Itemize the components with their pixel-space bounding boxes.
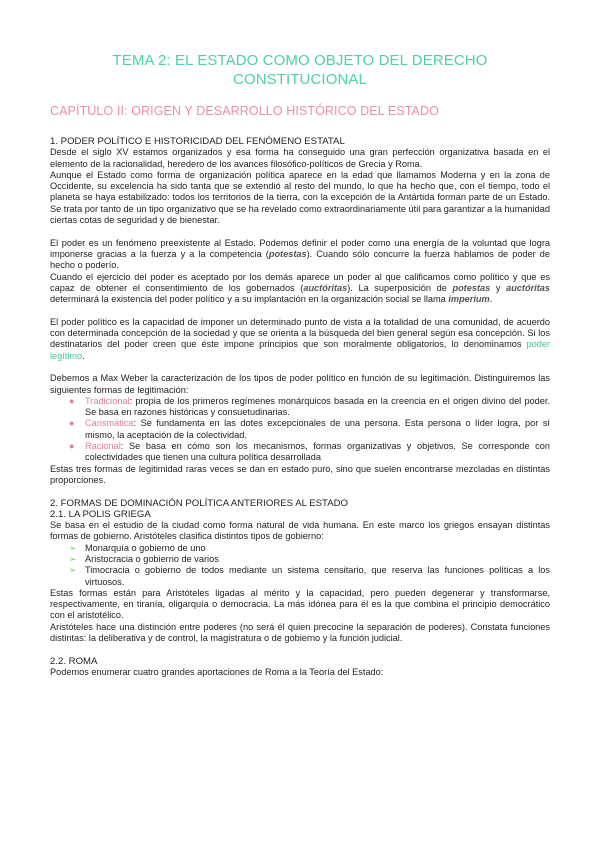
subsection-heading: 2.2. ROMA [50,655,98,667]
term-imperium: imperium [448,294,490,305]
arrow-bullet-icon: ➢ [69,565,77,576]
term-auctoritas: auctóritas [506,282,550,293]
paragraph: Aristóteles hace una distinción entre poderes (no será él quien precocine la separación de poderes). Constata funciones distintas: la deliberativa y de control, la magistratura o de gobierno y la función judicial. [50,621,550,644]
list-item: ➢ Timocracia o gobierno de todos mediante un sistema censitario, que reserva las funciones políticas a los virtuosos. [69,565,550,587]
bullet-dot-icon: ● [69,395,75,406]
subsection-heading: 2.1. LA POLIS GRIEGA [50,508,151,520]
paragraph: El poder político es la capacidad de imponer un determinado punto de vista a la totalidad de una comunidad, de acuerdo con determinada concepción de la sociedad y que se orienta a la búsqueda del bien general según esa concepción. Si los destinatarios del poder creen que éste impone principios que son moralmente obligatorios, lo denominamos poder legítimo. [50,316,550,361]
list-item: ● Racional: Se basa en cómo son los mecanismos, formas organizativas y objetivos. Se corresponde con colectividades que tienen una cultura política desarrollada [69,441,550,463]
paragraph: Debemos a Max Weber la caracterización de los tipos de poder político en función de su legitimación. Distinguiremos las siguientes formas de legitimación: [50,373,550,395]
document-body [50,136,550,678]
government-forms-list [50,543,550,588]
section-heading-1: 1. PODER POLÍTICO E HISTORICIDAD DEL FENÓMENO ESTATAL [50,136,345,147]
chapter-heading: CAPÍTULO II: ORIGEN Y DESARROLLO HISTÓRICO DEL ESTADO [50,104,439,118]
list-item: ➢ Aristocracia o gobierno de varios [69,553,219,564]
paragraph: El poder es un fenómeno preexistente al Estado. Podemos definir el poder como una energía de la voluntad que logra imponerse gracias a la fuerza y a la competencia (potestas). Cuando sólo concurre la fuerza hablamos de poder de hecho o poderío. [50,237,550,271]
document-title: TEMA 2: EL ESTADO COMO OBJETO DEL DERECHO CONSTITUCIONAL [112,52,488,88]
paragraph: Se basa en el estudio de la ciudad como forma natural de vida humana. En este marco los griegos ensayan distintas formas de gobierno. Aristóteles clasifica distintos tipos de gobierno: [50,520,550,542]
paragraph: Estas tres formas de legitimidad raras veces se dan en estado puro, sino que suelen encontrarse mezcladas en distintas proporciones. [50,463,550,485]
list-item: ● Carismática: Se fundamenta en las dotes excepcionales de una persona. Esta persona o líder logra, por sí mismo, la aceptación de la colectividad. [69,418,550,440]
arrow-bullet-icon: ➢ [69,542,77,553]
paragraph: Desde el siglo XV estamos organizados y esa forma ha conseguido una gran perfección organizativa basada en el elemento de la racionalidad, heredero de los avances filosófico-políticos de Grecia y Roma. [50,147,550,169]
list-item: ● Tradicional: propia de los primeros regímenes monárquicos basada en la creencia en el origen divino del poder. Se basa en razones históricas y consuetudinarias. [69,395,550,418]
bullet-dot-icon: ● [69,441,75,452]
section-heading-2: 2. FORMAS DE DOMINACIÓN POLÍTICA ANTERIORES AL ESTADO [50,497,348,509]
term-potestas: potestas [452,282,491,293]
paragraph: Cuando el ejercicio del poder es aceptado por los demás aparece un poder al que calificamos como político y que es capaz de obtener el consentimiento de los gobernados (auctóritas). La superposición de potestas y auctóritas determinará la existencia del poder político y a su implantación en la organización social se llama imperium. [50,271,550,305]
paragraph: Aunque el Estado como forma de organización política aparece en la edad que llamamos Moderna y en la zona de Occidente, su excelencia ha sido tanta que se extendió al resto del mundo, lo que ha hecho que, con el tiempo, todo el planeta se haya estabilizado: todos los territorios de la tierra, con la excepción de la Antártida forman parte de un Estado. Se trata por tanto de un tipo organizativo que se ha revelado como extraordinariamente útil para garantizar a la humanidad ciertas cotas de seguridad y de bienestar. [50,169,551,226]
paragraph: Podemos enumerar cuatro grandes aportaciones de Roma a la Teoría del Estado: [50,666,384,677]
term-poder-legitimo: poder legítimo [50,339,550,361]
arrow-bullet-icon: ➢ [69,553,77,564]
bullet-dot-icon: ● [69,418,75,429]
paragraph: Estas formas están para Aristóteles ligadas al mérito y la capacidad, pero pueden degenerar y transformarse, respectivamente, en tiranía, oligarquía o democracia. La más idónea para él es la que combina el principio democrático con el aristotélico. [50,587,550,621]
term-auctoritas: auctóritas [303,282,348,293]
legitimation-list [50,396,550,464]
list-item: ➢ Monarquía o gobierno de uno [69,542,206,553]
term-potestas: potestas [268,248,307,259]
